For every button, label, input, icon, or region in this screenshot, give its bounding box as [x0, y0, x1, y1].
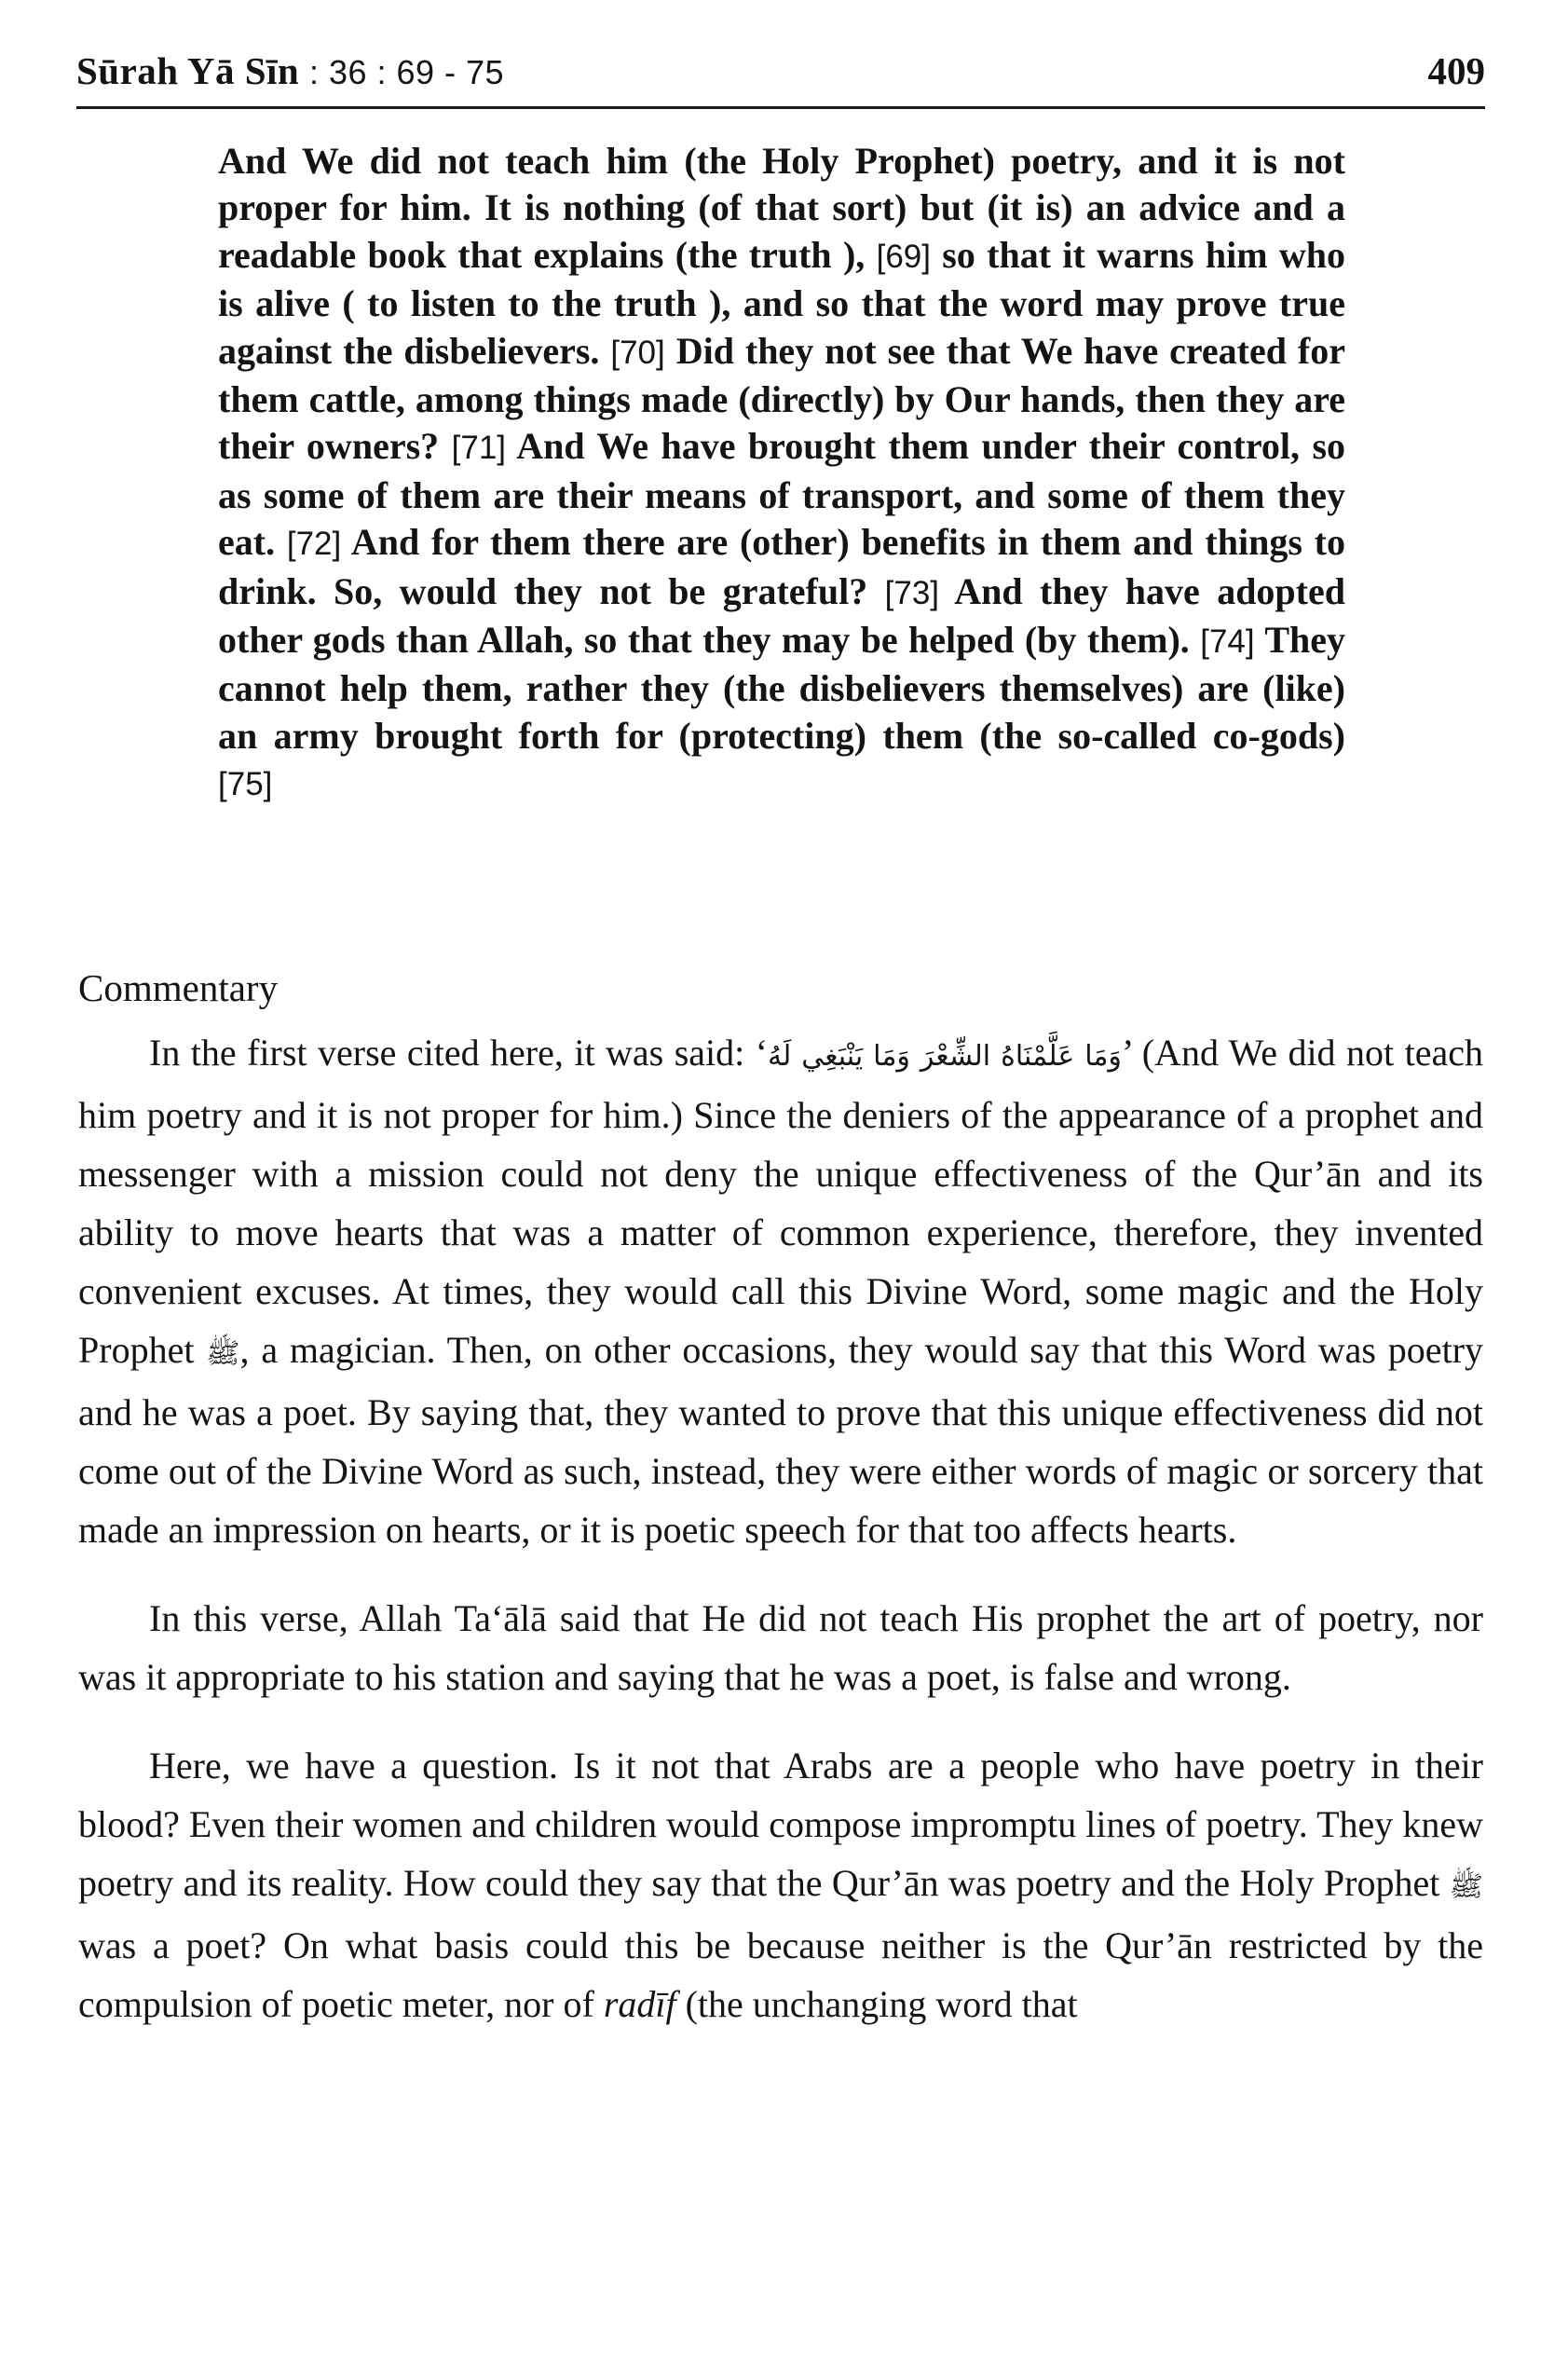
translation-text: Did they not see that We have created for them cattle, among things made (directly) by Our hands, then they are their owners?	[218, 329, 1346, 468]
verse-number: [72]	[286, 526, 342, 563]
commentary-heading: Commentary	[78, 966, 279, 1009]
commentary-body	[78, 1023, 1483, 2033]
salutation-glyph: ﷺ	[206, 1337, 240, 1370]
commentary-paragraph: In the first verse cited here, it was said: ‘وَمَا عَلَّمْنَاهُ الشِّعْرَ وَمَا يَنْبَغِي لَهُ’ (And We did not teach him poetry and it is not proper for him.) Since the deniers of the appearance of a prophet and messenger with a mission could not deny the unique effectiveness of the Qur’ān and its ability to move hearts that was a matter of common experience, therefore, they invented convenient excuses. At times, they would call this Divine Word, some magic and the Holy Prophet ﷺ, a magician. Then, on other occasions, they would say that this Word was poetry and he was a poet. By saying that, they wanted to prove that this unique effectiveness did not come out of the Divine Word as such, instead, they were either words of magic or sorcery that made an impression on hearts, or it is poetic speech for that too affects hearts.	[78, 1032, 1483, 1551]
translation-text: And We did not teach him (the Holy Prophet) poetry, and it is not proper for him. It is nothing (of that sort) but (it is) an advice and a readable book that explains (the truth ),	[218, 140, 1345, 276]
header-rule	[76, 106, 1485, 109]
salutation-glyph: ﷺ	[1449, 1870, 1483, 1903]
translation-text: They cannot help them, rather they (the disbelievers themselves) are (like) an army brought forth for (protecting) them (the so-called co-gods)	[218, 619, 1346, 757]
translation-text: And We have brought them under their control, so as some of them are their means of transport, and some of them they eat.	[218, 425, 1346, 564]
page-number: 409	[1427, 49, 1485, 92]
running-header	[76, 48, 1485, 106]
verse-number: [74]	[1200, 623, 1255, 661]
verse-number: [75]	[218, 766, 273, 803]
commentary-paragraph: In this verse, Allah Ta‘ālā said that He did not teach His prophet the art of poetry, nor was it appropriate to his station and saying that he was a poet, is false and wrong.	[78, 1597, 1483, 1698]
verse-number: [73]	[884, 574, 940, 611]
commentary-paragraph: Here, we have a question. Is it not that Arabs are a people who have poetry in their blood? Even their women and children would compose impromptu lines of poetry. They knew poetry and its reality. How could they say that the Qur’ān was poetry and the Holy Prophet ﷺ was a poet? On what basis could this be because neither is the Qur’ān restricted by the compulsion of poetic meter, nor of radīf (the unchanging word that	[78, 1745, 1483, 2025]
verse-number: [69]	[876, 238, 931, 275]
surah-title: Sūrah Yā Sīn : 36 : 69 - 75	[76, 49, 505, 92]
verse-number: [71]	[451, 430, 507, 467]
translation-text: And they have adopted other gods than Allah, so that they may be helped (by them).	[218, 569, 1346, 662]
translation-text: so that it warns him who is alive ( to listen to the truth ), and so that the word may prove true against the disbelievers.	[218, 233, 1345, 372]
arabic-quote: وَمَا عَلَّمْنَاهُ الشِّعْرَ وَمَا يَنْبَغِي لَهُ	[768, 1040, 1122, 1073]
verse-number: [70]	[610, 334, 665, 371]
verse-reference: : 36 : 69 - 75	[308, 53, 505, 91]
italic-term: radīf	[603, 1983, 676, 2025]
verse-translation	[218, 138, 1345, 809]
translation-text: And for them there are (other) benefits in them and things to drink. So, would they not be grateful?	[218, 521, 1345, 612]
